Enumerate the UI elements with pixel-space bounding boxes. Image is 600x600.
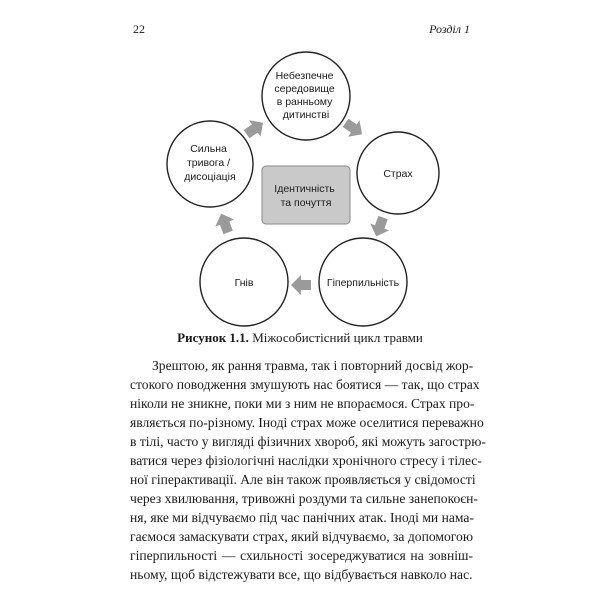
node-dangerous-environment xyxy=(262,52,350,140)
text-line: ватися через фізіологічні наслідки хронічного стресу і тілес- xyxy=(130,453,482,468)
node-anger xyxy=(200,238,288,326)
text-line: в тілі, часто у вигляді фізичних хвороб, які можуть загострю- xyxy=(130,434,486,449)
svg-text:Страх: Страх xyxy=(383,168,413,180)
node-fear xyxy=(357,132,439,214)
node-hypervigilance xyxy=(319,238,407,326)
text-line: ніколи не зникне, поки ми з ним не впораємося. Страх про- xyxy=(130,396,475,411)
arrow-fear-to-hypervigilance xyxy=(367,214,393,240)
svg-text:Небезпечне середовище: Небезпечне середовище в ранньому дитинстві xyxy=(274,70,335,121)
page-number: 22 xyxy=(133,22,145,36)
body-paragraph xyxy=(130,356,486,584)
center-box xyxy=(262,166,350,224)
text-line: ньому, щоб відстежувати все, що відбувається навколо нас. xyxy=(130,567,473,582)
text-line: гіперпильності — схильності зосереджуватися на зовніш- xyxy=(130,548,473,563)
node-anxiety-dissociation xyxy=(167,121,253,207)
center-label: Ідентичність та почуття xyxy=(274,183,335,209)
text-line: через хвилювання, тривожні роздуми та сильне занепокоєн- xyxy=(130,491,478,506)
figure-label: Рисунок 1.1. xyxy=(177,330,249,345)
svg-text:Сильна тривога / д: Сильна тривога / дисоціація xyxy=(184,143,236,183)
section-title: Розділ 1 xyxy=(429,22,470,36)
figure-title: Міжособистісний цикл травми xyxy=(248,330,423,345)
figure-caption xyxy=(0,330,600,346)
svg-text:Гіперпильність: Гіперпильність xyxy=(326,277,400,289)
svg-text:Гнів: Гнів xyxy=(234,277,254,289)
text-line: гаємося замаскувати страх, який відчуваємо, за допомогою xyxy=(130,529,473,544)
text-line: ної гіперактивації. Але він також проявляється у свідомості xyxy=(130,472,476,487)
text-line: ня, яке ми відчуваємо під час панічних атак. Іноді ми нама- xyxy=(130,510,474,525)
text-line: Зрештою, як рання травма, так і повторний досвід жор- xyxy=(152,358,474,373)
text-line: являється по-різному. Іноді страх може оселитися переважно xyxy=(130,415,484,430)
text-line: стокого поводження змушують нас боятися — так, що страх xyxy=(130,377,480,392)
arrow-anger-to-anxiety xyxy=(212,210,238,236)
arrow-hypervigilance-to-anger xyxy=(291,275,311,295)
